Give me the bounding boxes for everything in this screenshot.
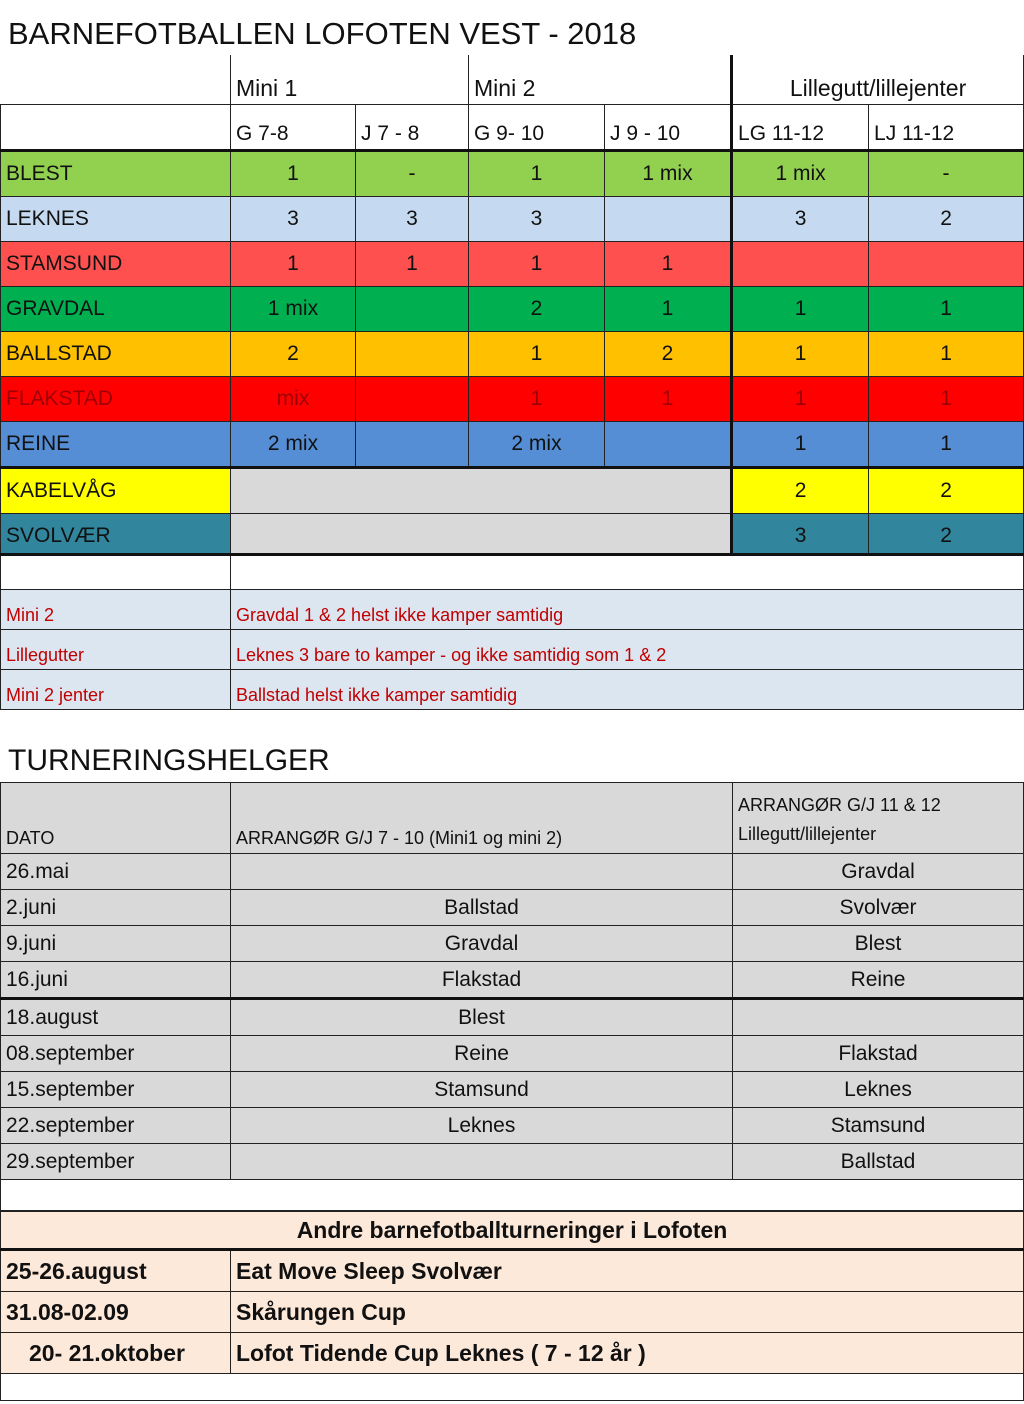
tournament-header-row (1, 783, 1024, 854)
column-header-row (1, 105, 1024, 151)
tournament-host-young: Reine (231, 1036, 733, 1072)
team-cell: 2 (605, 332, 732, 377)
team-cell: 2 (869, 514, 1024, 559)
team-row-leknes (1, 197, 1024, 242)
team-row-stamsund (1, 242, 1024, 287)
team-cell: 3 (469, 197, 605, 242)
team-row-blest (1, 151, 1024, 197)
team-cell (869, 242, 1024, 287)
note-row (1, 670, 1024, 710)
tournament-host-young: Leknes (231, 1108, 733, 1144)
tournament-host-young (231, 854, 733, 890)
blank-cell (1, 555, 231, 590)
other-row (1, 1292, 1024, 1333)
note-label: Mini 2 (1, 590, 231, 630)
tournament-table (0, 782, 1024, 1180)
page-title: BARNEFOTBALLEN LOFOTEN VEST - 2018 (8, 16, 637, 51)
other-row (1, 1250, 1024, 1292)
notes-table (0, 553, 1024, 710)
team-cell: 1 (356, 242, 469, 287)
tournament-host-old: Svolvær (733, 890, 1024, 926)
tournament-host-young: Flakstad (231, 962, 733, 999)
tournament-date: 15.september (1, 1072, 231, 1108)
tournament-row (1, 1036, 1024, 1072)
blank-row (0, 1175, 1024, 1211)
tournament-host-young: Blest (231, 999, 733, 1036)
team-cell: 1 (469, 242, 605, 287)
team-cell: 3 (732, 514, 869, 559)
column-header-blank (1, 105, 231, 151)
team-cell: 1 (732, 332, 869, 377)
tournament-date: 22.september (1, 1108, 231, 1144)
blank-row (1, 1374, 1024, 1401)
tournament-date: 08.september (1, 1036, 231, 1072)
tournament-host-old: Leknes (733, 1072, 1024, 1108)
column-header: J 9 - 10 (605, 105, 732, 151)
team-cell: 1 (732, 377, 869, 422)
tournament-row (1, 1072, 1024, 1108)
note-row (1, 590, 1024, 630)
team-cell: 2 (469, 287, 605, 332)
tournament-host-young: Stamsund (231, 1072, 733, 1108)
group-mini2: Mini 2 (469, 55, 732, 105)
tournament-row (1, 1108, 1024, 1144)
team-cell: 1 (869, 377, 1024, 422)
blank-cell (231, 555, 1024, 590)
tournament-host-young: Gravdal (231, 926, 733, 962)
tournament-row (1, 890, 1024, 926)
team-cell (356, 332, 469, 377)
team-cell: - (356, 151, 469, 197)
team-cell (356, 377, 469, 422)
tournament-host-young: Ballstad (231, 890, 733, 926)
old-header-line1: ARRANGØR G/J 11 & 12 (738, 795, 941, 815)
team-cell: 1 (469, 151, 605, 197)
tournament-host-old: Gravdal (733, 854, 1024, 890)
header-blank (1, 55, 231, 105)
blank-cell (1, 1374, 1024, 1401)
team-cell: 2 (869, 197, 1024, 242)
team-cell: - (869, 151, 1024, 197)
team-cell (356, 422, 469, 468)
team-cell: 1 (869, 332, 1024, 377)
tournament-date: 26.mai (1, 854, 231, 890)
team-name: STAMSUND (1, 242, 231, 287)
other-tournaments-table (0, 1211, 1024, 1401)
note-text: Gravdal 1 & 2 helst ikke kamper samtidig (231, 590, 1024, 630)
team-row-kabelvag (1, 468, 1024, 514)
team-row-svolvaer (1, 514, 1024, 559)
old-header-line2: Lillegutt/lillejenter (738, 824, 877, 844)
team-cell: 3 (732, 197, 869, 242)
team-cell: 3 (356, 197, 469, 242)
tournament-host-old: Reine (733, 962, 1024, 999)
tournament-host-old: Flakstad (733, 1036, 1024, 1072)
old-header (733, 783, 1024, 854)
group-header-row (1, 55, 1024, 105)
team-table (0, 55, 1024, 559)
tournament-host-old: Stamsund (733, 1108, 1024, 1144)
group-lillegutt: Lillegutt/lillejenter (732, 55, 1024, 105)
team-row-flakstad (1, 377, 1024, 422)
team-cell: 2 (869, 468, 1024, 514)
empty-cell (231, 514, 732, 559)
team-cell: 2 (231, 332, 356, 377)
team-cell: 1 (469, 377, 605, 422)
tournament-date: 9.juni (1, 926, 231, 962)
note-row (1, 630, 1024, 670)
column-header: G 9- 10 (469, 105, 605, 151)
tournament-date: 29.september (1, 1144, 231, 1180)
other-name: Skårungen Cup (231, 1292, 1024, 1333)
team-row-gravdal (1, 287, 1024, 332)
team-row-reine (1, 422, 1024, 468)
tournament-host-old (733, 999, 1024, 1036)
other-title: Andre barnefotballturneringer i Lofoten (1, 1212, 1024, 1250)
team-cell (605, 197, 732, 242)
other-date: 31.08-02.09 (1, 1292, 231, 1333)
team-cell: 1 (732, 287, 869, 332)
team-cell: 2 mix (469, 422, 605, 468)
team-cell: 2 (732, 468, 869, 514)
section-title: TURNERINGSHELGER (8, 744, 330, 777)
team-name: BLEST (1, 151, 231, 197)
team-cell: 1 mix (605, 151, 732, 197)
team-cell: 1 (732, 422, 869, 468)
team-name: KABELVÅG (1, 468, 231, 514)
tournament-row (1, 926, 1024, 962)
blank-row (1, 555, 1024, 590)
team-cell: 1 mix (231, 287, 356, 332)
team-cell: 1 (605, 242, 732, 287)
tournament-host-old: Ballstad (733, 1144, 1024, 1180)
other-date: 20- 21.oktober (1, 1333, 231, 1374)
date-header: DATO (1, 783, 231, 854)
team-cell (356, 287, 469, 332)
team-cell: 1 (469, 332, 605, 377)
note-label: Mini 2 jenter (1, 670, 231, 710)
note-label: Lillegutter (1, 630, 231, 670)
column-header: LJ 11-12 (869, 105, 1024, 151)
tournament-date: 16.juni (1, 962, 231, 999)
team-name: LEKNES (1, 197, 231, 242)
column-header: J 7 - 8 (356, 105, 469, 151)
team-cell: 3 (231, 197, 356, 242)
other-name: Eat Move Sleep Svolvær (231, 1250, 1024, 1292)
note-text: Ballstad helst ikke kamper samtidig (231, 670, 1024, 710)
tournament-host-old: Blest (733, 926, 1024, 962)
other-row (1, 1333, 1024, 1374)
team-cell (732, 242, 869, 287)
tournament-row (1, 854, 1024, 890)
team-cell: 1 (231, 151, 356, 197)
tournament-row (1, 962, 1024, 999)
empty-cell (231, 468, 732, 514)
team-cell: 1 mix (732, 151, 869, 197)
team-cell: 1 (605, 377, 732, 422)
team-cell: 1 (869, 422, 1024, 468)
note-text: Leknes 3 bare to kamper - og ikke samtidig som 1 & 2 (231, 630, 1024, 670)
team-cell: 1 (869, 287, 1024, 332)
team-name: SVOLVÆR (1, 514, 231, 559)
other-date: 25-26.august (1, 1250, 231, 1292)
group-mini1: Mini 1 (231, 55, 469, 105)
team-cell: 1 (231, 242, 356, 287)
team-name: GRAVDAL (1, 287, 231, 332)
team-cell: 1 (605, 287, 732, 332)
team-name: REINE (1, 422, 231, 468)
other-header-row (1, 1212, 1024, 1250)
column-header: LG 11-12 (732, 105, 869, 151)
tournament-date: 18.august (1, 999, 231, 1036)
tournament-row (1, 999, 1024, 1036)
tournament-date: 2.juni (1, 890, 231, 926)
team-row-ballstad (1, 332, 1024, 377)
team-cell (605, 422, 732, 468)
team-cell: 2 mix (231, 422, 356, 468)
team-name: BALLSTAD (1, 332, 231, 377)
other-name: Lofot Tidende Cup Leknes ( 7 - 12 år ) (231, 1333, 1024, 1374)
team-cell: mix (231, 377, 356, 422)
young-header: ARRANGØR G/J 7 - 10 (Mini1 og mini 2) (231, 783, 733, 854)
team-name: FLAKSTAD (1, 377, 231, 422)
column-header: G 7-8 (231, 105, 356, 151)
